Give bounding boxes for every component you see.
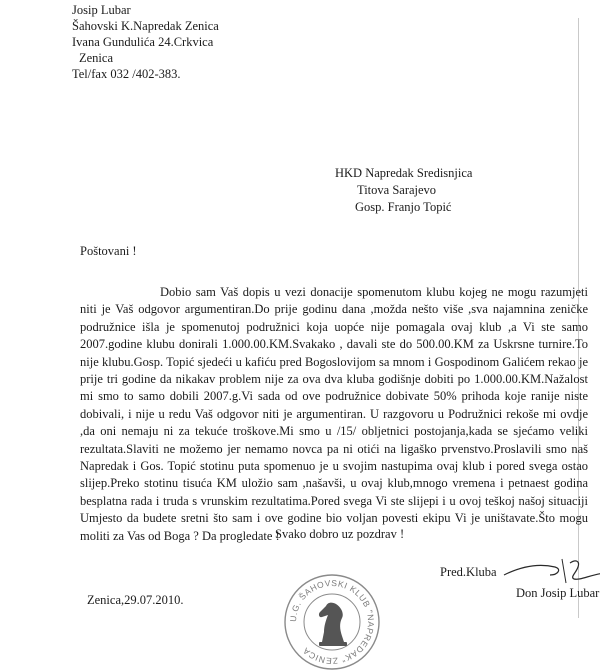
sender-address bbox=[72, 2, 219, 82]
recipient-attention: Gosp. Franjo Topić bbox=[355, 200, 452, 214]
letter-body: Dobio sam Vaš dopis u vezi donacije spomenutom klubu kojeg ne mogu razumjeti niti je Vaš odgovor argumentiran.Do prije godinu dana ,možda nešto više ,sva najamnina zeničke podružnice išla je spomenutoj podružnici koja uopće nije pomagala ovaj klub ,a Vi ste samo 2007.godine klubu donirali 1.000.00.KM.Svakako , davali ste do 500.00.KM za Uskrsne turnire.To nije klubu.Gosp. Topić sjedeći u kafiću pred Bogoslovijom sa mnom i Gospodinom Galićem rekao je prije tri godine da nikakav problem nije za ova dva kluba godišnje dobiti po 1.000.00.KM.Nažalost mi smo to samo dobili 2007.g.Vi sada od ove podružnice dobivate 50% prihoda koje ranije niste dobivali, i nije u redu Vaš odgovor niti je argumentiran. U razgovoru u Podružnici rekoše mi ovdje ,da oni nemaju ni za tekuće troškove.Mi smo u /15/ obljetnici postojanja,kada se sjećamo veliki rezultata.Slaviti ne možemo jer nemamo novca pa ni otići na ligaško prvenstvo.Proslavili smo naš Napredak i Gos. Topić stotinu puta spomenuo je u svojim nastupima ovaj klub i pored svega ostao slijep.Preko stotinu tisuća KM uložio sam ,našavši, u ovaj klub,mnogo vremena i petnaest godina besplatna rada i truda s vrunskim rezultatima.Pored svega Vi ste slijepi i u ovoj teškoj našoj situaciji Umjesto da budete sretni što sam i ove godine bio voljan povesti ekipu Vi je uništavate.Što mogu moliti za Vas od Boga ? Da progledate ! bbox=[80, 285, 588, 543]
recipient-address bbox=[335, 165, 472, 216]
club-stamp bbox=[282, 572, 382, 672]
recipient-org: HKD Napredak Sredisnjica bbox=[335, 166, 473, 180]
closing-line: Svako dobro uz pozdrav ! bbox=[275, 527, 405, 541]
sender-phone: Tel/fax 032 /402-383. bbox=[72, 67, 181, 81]
recipient-street: Titova Sarajevo bbox=[357, 183, 437, 197]
signature-title: Pred.Kluba bbox=[440, 565, 497, 579]
sender-street: Ivana Gundulića 24.Crkvica bbox=[72, 35, 214, 49]
greeting: Poštovani ! bbox=[80, 244, 137, 258]
signature-name: Don Josip Lubar bbox=[516, 586, 600, 600]
letter-date: Zenica,29.07.2010. bbox=[87, 593, 184, 607]
sender-club: Šahovski K.Napredak Zenica bbox=[72, 19, 219, 33]
sender-name: Josip Lubar bbox=[72, 3, 131, 17]
chess-knight-icon bbox=[319, 603, 347, 646]
sender-city: Zenica bbox=[79, 51, 114, 65]
svg-text:U.G. ŠAHOVSKI KLUB "NAPREDAK": U.G. ŠAHOVSKI KLUB "NAPREDAK" ZENICA bbox=[287, 577, 377, 667]
handwritten-signature bbox=[500, 553, 600, 589]
